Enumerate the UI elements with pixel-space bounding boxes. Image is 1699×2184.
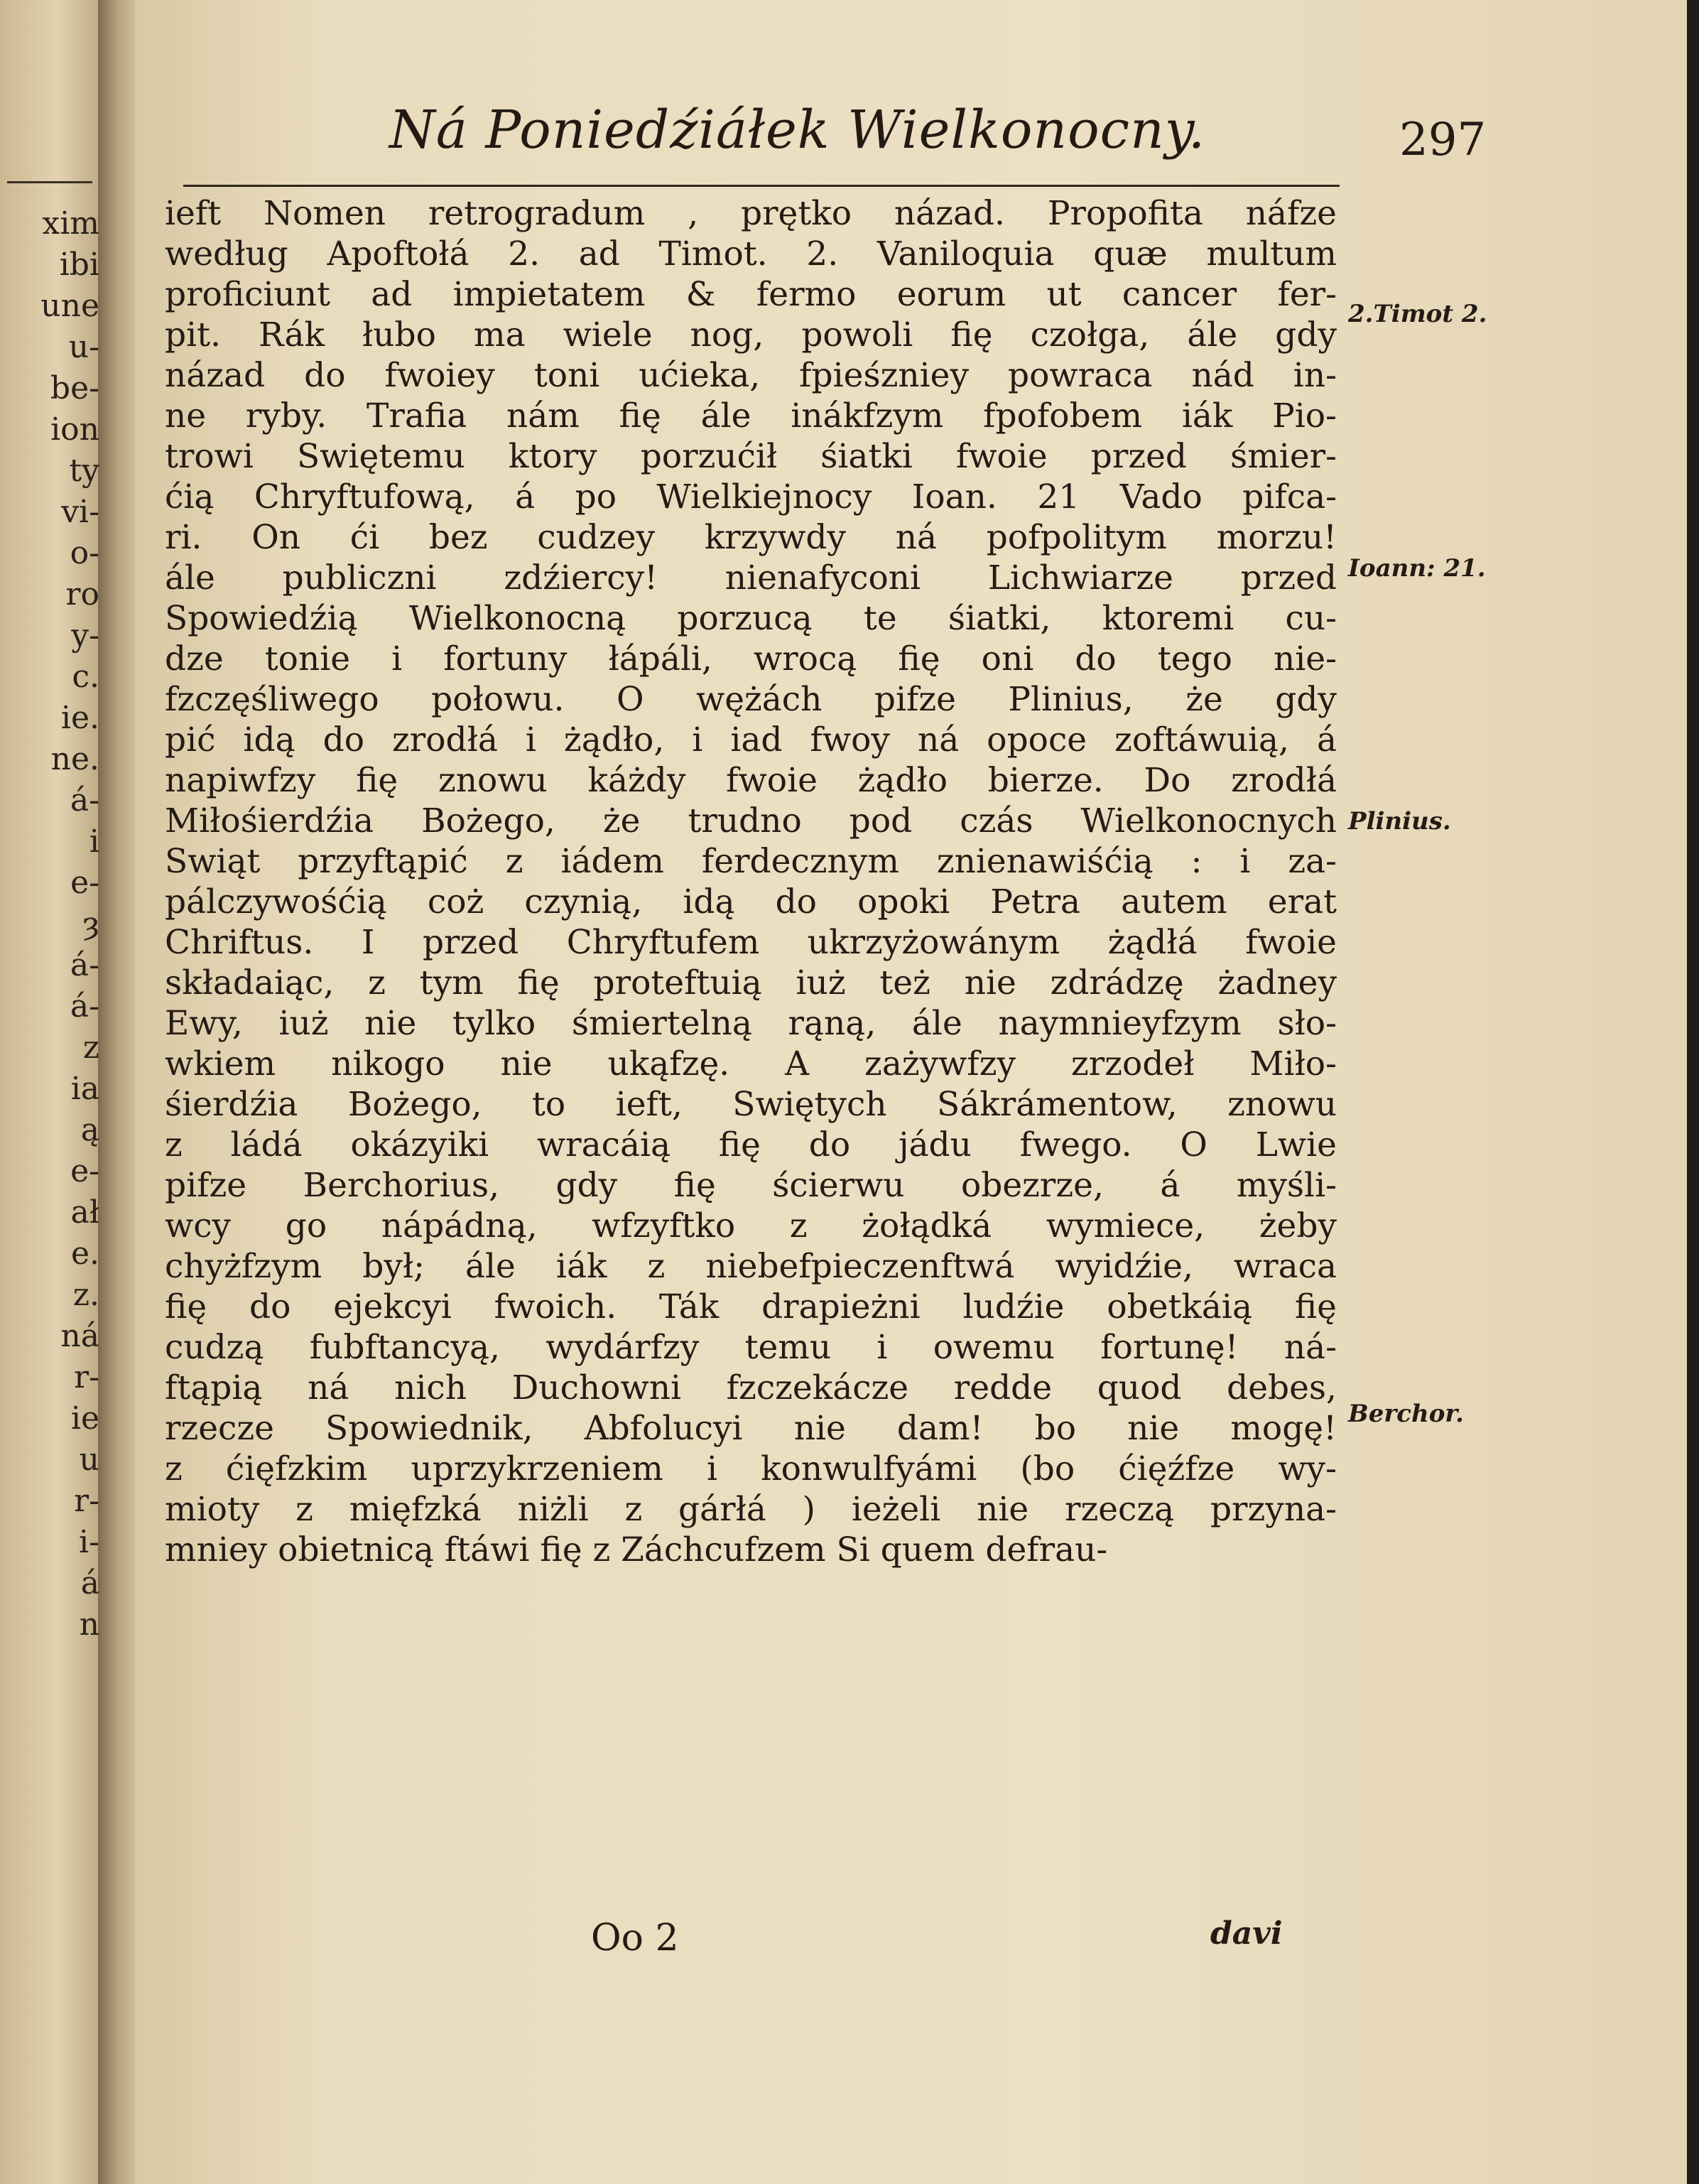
- left-page-fragment: u-: [68, 330, 99, 365]
- left-page-fragment: á-: [70, 948, 99, 983]
- text-line: dze tonie i fortuny łápáli, wrocą fię oni do tego nie-: [165, 639, 1337, 679]
- text-line: Miłośierdźia Bożego, że trudno pod czás Wielkonocnych: [165, 801, 1337, 840]
- left-page-fragment: e.: [70, 1236, 99, 1272]
- left-page-rule: [7, 181, 92, 183]
- left-page-fragment: be-: [50, 371, 99, 406]
- left-page-fragment: r-: [74, 1360, 99, 1395]
- text-line: ćią Chryftufową, á po Wielkiejnocy Ioan. 21 Vado pifca-: [165, 477, 1337, 517]
- catchword: davi: [1210, 1915, 1283, 1952]
- left-page-fragment: e-: [70, 1154, 99, 1189]
- text-line: napiwfzy fię znowu káżdy fwoie żądło bierze. Do zrodłá: [165, 761, 1337, 800]
- margin-note-timothy: 2.Timot 2.: [1348, 300, 1487, 328]
- left-page-fragment: ie: [70, 1401, 99, 1437]
- text-line: rzecze Spowiednik, Abfolucyi nie dam! bo nie mogę!: [165, 1409, 1337, 1448]
- left-page-fragment: z: [82, 1030, 99, 1066]
- left-page-fragment: vi-: [61, 494, 99, 530]
- left-page-fragment: ná: [60, 1319, 99, 1354]
- left-page-fragment: ą: [80, 1113, 99, 1148]
- left-page-fragment: á-: [70, 989, 99, 1025]
- text-line: Ewy, iuż nie tylko śmiertelną rąną, ále naymnieyfzym sło-: [165, 1004, 1337, 1043]
- margin-note-berchorius: Berchor.: [1348, 1400, 1465, 1428]
- text-line: cudzą fubftancyą, wydárfzy temu i owemu fortunę! ná-: [165, 1328, 1337, 1367]
- left-page-fragment: á-: [70, 783, 99, 818]
- left-page-fragment: á: [80, 1566, 99, 1601]
- text-line: ieft Nomen retrogradum , prętko názad. Propofita náfze: [165, 194, 1337, 233]
- text-line: śierdźia Bożego, to ieft, Swiętych Sákrámentow, znowu: [165, 1085, 1337, 1124]
- body-text: [165, 193, 1337, 1570]
- left-page-fragment: i: [89, 824, 99, 860]
- signature-mark: Oo 2: [591, 1917, 679, 1959]
- text-line: pálczywośćią coż czynią, idą do opoki Petra autem erat: [165, 882, 1337, 921]
- text-line: fię do ejekcyi fwoich. Ták drapieżni ludźie obetkáią fię: [165, 1287, 1337, 1326]
- text-line: chyżfzym był; ále iák z niebefpieczenftwá wyidźie, wraca: [165, 1247, 1337, 1286]
- left-page-fragment: e-: [70, 865, 99, 901]
- text-line: z ládá okázyiki wracáią fię do jádu fwego. O Lwie: [165, 1125, 1337, 1164]
- left-page-fragment: z.: [72, 1277, 99, 1313]
- text-line: ne ryby. Trafia nám fię ále inákfzym fpofobem iák Pio-: [165, 396, 1337, 436]
- left-page-fragment: u: [79, 1442, 99, 1478]
- text-line: z ćięfzkim uprzykrzeniem i konwulfyámi (bo ćięźfze wy-: [165, 1449, 1337, 1488]
- text-line: ri. On ći bez cudzey krzywdy ná pofpolitym morzu!: [165, 518, 1337, 557]
- text-line: názad do fwoiey toni ućieka, fpieśzniey powraca nád in-: [165, 356, 1337, 395]
- page-number: 297: [1399, 114, 1487, 166]
- text-line: wkiem nikogo nie ukąfzę. A zażywfzy zrzodeł Miło-: [165, 1044, 1337, 1083]
- left-page-fragment: ȝ: [83, 907, 99, 942]
- text-line: ftąpią ná nich Duchowni fzczekácze redde quod debes,: [165, 1368, 1337, 1407]
- left-page-fragment: ion: [50, 412, 99, 448]
- text-line: pifze Berchorius, gdy fię ścierwu obezrze, á myśli-: [165, 1166, 1337, 1205]
- left-page-fragment: ne.: [50, 742, 99, 777]
- right-dark-edge: [1687, 0, 1699, 2184]
- text-line: pić idą do zrodłá i żądło, i iad fwoy ná opoce zoftáwuią, á: [165, 720, 1337, 759]
- left-page-fragment: ał: [70, 1195, 99, 1231]
- left-page-fragment: y-: [71, 618, 99, 654]
- left-page-fragment: c.: [72, 659, 99, 695]
- left-page-fragment: n: [79, 1607, 99, 1643]
- text-line: fzczęśliwego połowu. O wężách pifze Plinius, że gdy: [165, 680, 1337, 719]
- text-line: według Apoftołá 2. ad Timot. 2. Vaniloquia quæ multum: [165, 234, 1337, 274]
- left-page-fragment: ty: [69, 453, 99, 489]
- left-page-fragment: ro: [65, 577, 99, 612]
- text-line: mioty z mięfzká niżli z gárłá ) ieżeli nie rzeczą przyna-: [165, 1490, 1337, 1529]
- text-line: Chriftus. I przed Chryftufem ukrzyżowánym żądłá fwoie: [165, 923, 1337, 962]
- left-page-fragment: ia: [70, 1071, 99, 1107]
- left-page-fragment: ibi: [59, 247, 99, 283]
- left-page-fragment: r-: [74, 1483, 99, 1519]
- left-page-fragment: xim: [42, 206, 99, 242]
- book-gutter: [98, 0, 141, 2184]
- text-line: pit. Rák łubo ma wiele nog, powoli fię czołga, ále gdy: [165, 315, 1337, 355]
- text-line: wcy go nápádną, wfzyftko z żołądká wymiece, żeby: [165, 1206, 1337, 1245]
- text-line: mniey obietnicą ftáwi fię z Záchcufzem Si quem defrau-: [165, 1530, 1108, 1569]
- left-page-fragment: o-: [70, 536, 99, 571]
- left-page-fragment: i-: [79, 1525, 99, 1560]
- text-line: trowi Swiętemu ktory porzućił śiatki fwoie przed śmier-: [165, 437, 1337, 476]
- text-line: Spowiedźią Wielkonocną porzucą te śiatki, ktoremi cu-: [165, 599, 1337, 638]
- text-line: Swiąt przyftąpić z iádem ferdecznym znienawiśćią : i za-: [165, 842, 1337, 881]
- margin-note-pliny: Plinius.: [1348, 807, 1451, 836]
- left-page-fragment: ie.: [60, 701, 99, 736]
- running-header: Ná Poniedźiáłek Wielkonocny.: [389, 99, 1206, 161]
- header-rule: [183, 185, 1340, 187]
- text-line: ále publiczni zdźiercy! nienafyconi Lichwiarze przed: [165, 558, 1337, 598]
- text-line: składaiąc, z tym fię proteftuią iuż też nie zdrádzę żadney: [165, 963, 1337, 1002]
- left-page-fragment: une: [40, 288, 99, 324]
- text-line: proficiunt ad impietatem & fermo eorum ut cancer fer-: [165, 275, 1337, 314]
- margin-note-john: Ioann: 21.: [1348, 554, 1486, 583]
